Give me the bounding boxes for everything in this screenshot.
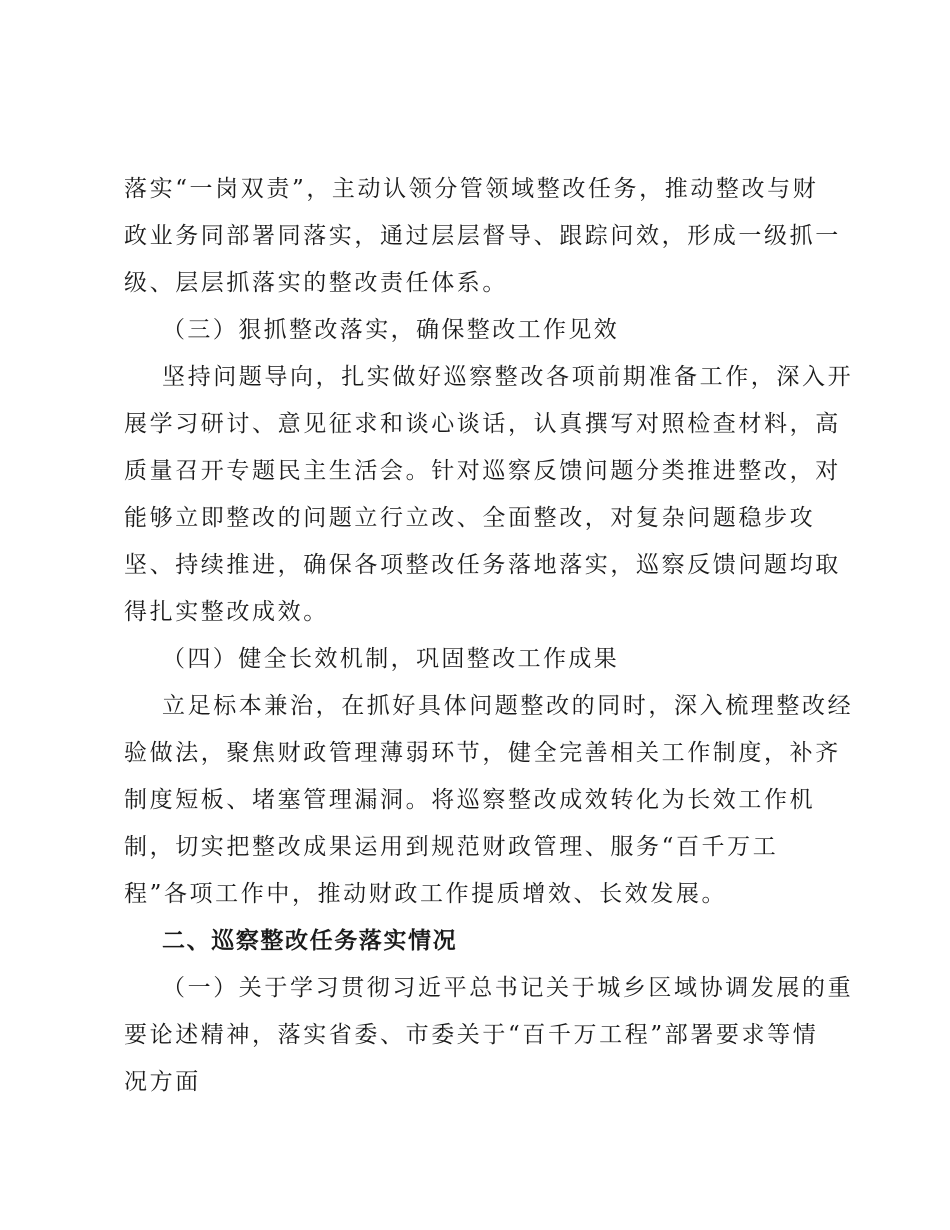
body-line: 能够立即整改的问题立行立改、全面整改，对复杂问题稳步攻 — [124, 505, 816, 531]
body-line: 制度短板、堵塞管理漏洞。将巡察整改成效转化为长效工作机 — [124, 787, 816, 813]
body-line: （一）关于学习贯彻习近平总书记关于城乡区域协调发展的重 — [162, 975, 854, 1001]
chapter-heading: 二、巡察整改任务落实情况 — [162, 928, 458, 954]
body-line: 立足标本兼治，在抓好具体问题整改的同时，深入梳理整改经 — [162, 693, 854, 719]
section-heading: （三）狠抓整改落实，确保整改工作见效 — [162, 317, 620, 343]
body-line: 况方面 — [124, 1069, 201, 1095]
body-line: 验做法，聚焦财政管理薄弱环节，健全完善相关工作制度，补齐 — [124, 740, 841, 766]
body-line: 质量召开专题民主生活会。针对巡察反馈问题分类推进整改，对 — [124, 458, 841, 484]
body-line: 政业务同部署同落实，通过层层督导、跟踪问效，形成一级抓一 — [124, 223, 841, 249]
body-line: 坚、持续推进，确保各项整改任务落地落实，巡察反馈问题均取 — [124, 552, 841, 578]
body-line: 要论述精神，落实省委、市委关于“百千万工程”部署要求等情 — [124, 1022, 819, 1048]
section-heading: （四）健全长效机制，巩固整改工作成果 — [162, 646, 620, 672]
body-line: 坚持问题导向，扎实做好巡察整改各项前期准备工作，深入开 — [162, 364, 854, 390]
body-line: 制，切实把整改成果运用到规范财政管理、服务“百千万工 — [124, 834, 779, 860]
body-line: 程”各项工作中，推动财政工作提质增效、长效发展。 — [124, 881, 728, 907]
body-line: 得扎实整改成效。 — [124, 599, 329, 625]
body-line: 展学习研讨、意见征求和谈心谈话，认真撰写对照检查材料，高 — [124, 411, 841, 437]
body-line: 级、层层抓落实的整改责任体系。 — [124, 270, 508, 296]
body-line: 落实“一岗双责”，主动认领分管领域整改任务，推动整改与财 — [124, 176, 819, 202]
